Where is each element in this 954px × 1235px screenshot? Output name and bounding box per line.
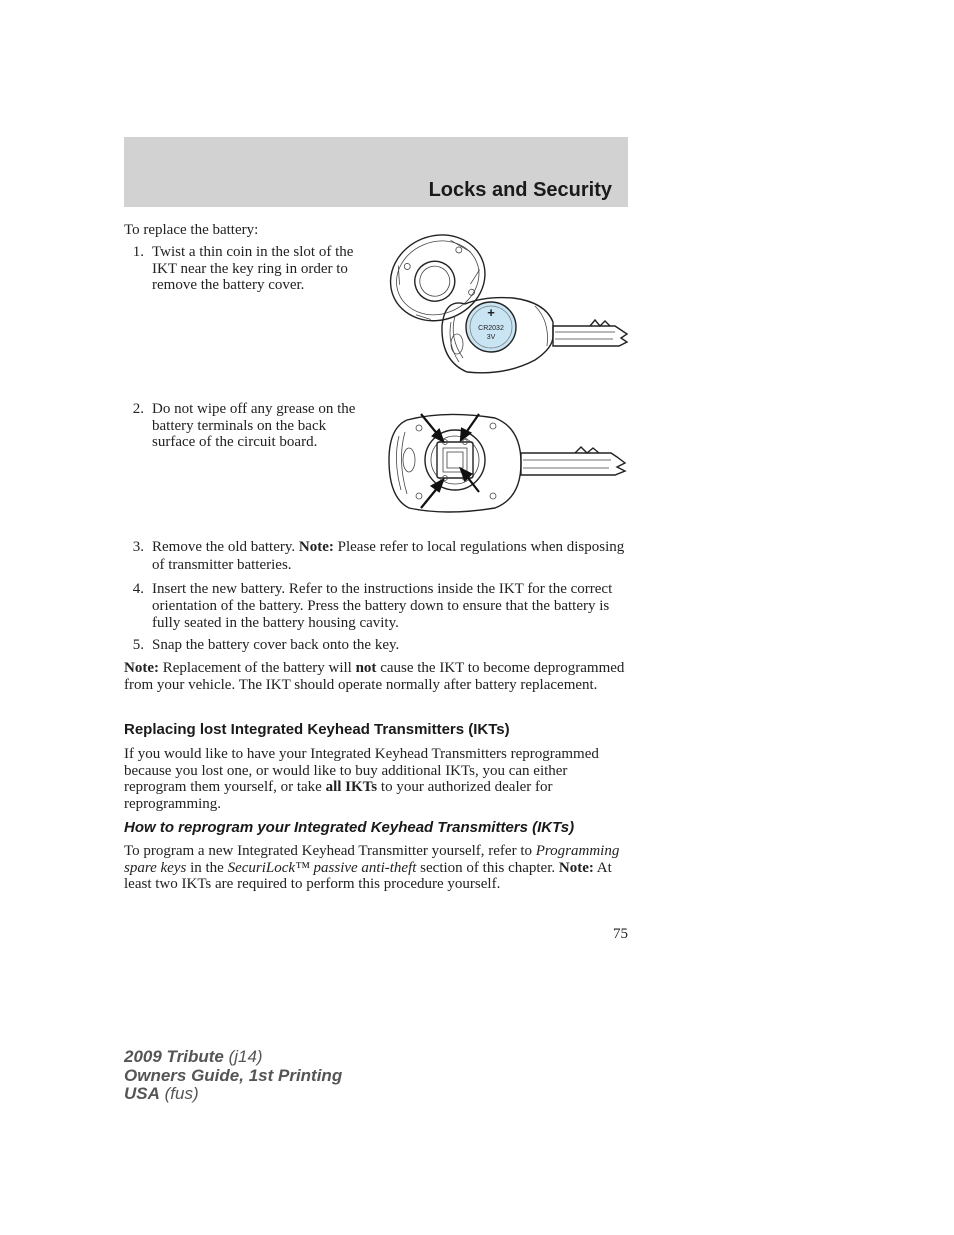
cross-reference: SecuriLock™ passive anti-theft xyxy=(227,859,417,876)
terminal-arrows xyxy=(421,414,479,508)
note-emphasis: not xyxy=(355,660,377,676)
key-head-back-drawing xyxy=(389,414,521,512)
document-footer xyxy=(124,1048,342,1104)
step-number: 5. xyxy=(132,637,144,653)
circuit-board-terminals-illustration xyxy=(385,408,630,518)
battery-plus-sign: + xyxy=(487,305,495,320)
battery-voltage-label: 3V xyxy=(486,334,496,341)
note-text-part: cause the IKT to become deprogrammed from your vehicle. The IKT should operate normally after battery replacement. xyxy=(124,660,625,693)
note-text-part: Replacement of the battery will xyxy=(158,660,356,676)
paragraph-text-part: To program a new Integrated Keyhead Transmitter yourself, refer to xyxy=(124,843,536,859)
battery-model-label: CR2032 xyxy=(478,325,504,332)
battery-coin-cell xyxy=(466,302,516,352)
page-number: 75 xyxy=(613,926,628,942)
paragraph-text-part: section of this chapter. xyxy=(416,859,559,876)
key-battery-cover-illustration xyxy=(385,226,630,381)
step-text: Snap the battery cover back onto the key. xyxy=(152,637,400,653)
replacing-lost-ikts-heading: Replacing lost Integrated Keyhead Transmitters (IKTs) xyxy=(124,721,510,738)
paragraph-text-part: At least two IKTs are required to perform this procedure yourself. xyxy=(124,859,612,892)
step-text: Do not wipe off any grease on the battery terminals on the back surface of the circuit board. xyxy=(152,401,356,450)
step-number: 4. xyxy=(132,581,144,597)
note-label: Note: xyxy=(298,539,334,555)
step-text-part: Please refer to local regulations when disposing of transmitter batteries. xyxy=(152,539,625,573)
paragraph-text-part: If you would like to have your Integrated Keyhead Transmitters reprogrammed because you lost one, or would like to buy additional IKTs, you can either reprogram them yourself, or take xyxy=(124,746,599,795)
step-text-part: Remove the old battery. xyxy=(152,539,299,555)
step-number: 3. xyxy=(132,539,144,555)
section-title: Locks and Security xyxy=(428,179,612,201)
paragraph-text-part: to your authorized dealer for reprogramming. xyxy=(124,779,553,812)
step-text: Twist a thin coin in the slot of the IKT near the key ring in order to remove the battery cover. xyxy=(152,244,354,293)
battery-note-paragraph xyxy=(124,660,628,693)
note-label: Note: xyxy=(558,859,594,876)
footer-line-2 xyxy=(124,1067,342,1086)
footer-market: USA xyxy=(124,1084,160,1103)
footer-printing: Owners Guide, 1st Printing xyxy=(124,1065,343,1085)
footer-line-1 xyxy=(124,1048,342,1067)
note-label: Note: xyxy=(124,660,159,676)
footer-market-code: (fus) xyxy=(159,1084,199,1103)
reprogram-ikts-heading: How to reprogram your Integrated Keyhead Transmitters (IKTs) xyxy=(124,819,575,836)
intro-text: To replace the battery: xyxy=(124,222,259,238)
section-header-bar xyxy=(124,137,628,207)
replacing-lost-ikts-paragraph xyxy=(124,746,628,812)
step-number: 2. xyxy=(132,401,144,417)
step-number: 1. xyxy=(132,244,144,260)
cross-reference: Programming spare keys xyxy=(124,843,620,876)
footer-model: 2009 Tribute xyxy=(124,1047,224,1066)
footer-line-3 xyxy=(124,1085,342,1104)
footer-model-code: (j14) xyxy=(223,1047,263,1066)
step-text xyxy=(152,539,628,574)
circuit-board-drawing xyxy=(425,430,485,490)
reprogram-ikts-paragraph xyxy=(124,843,628,893)
key-blade-drawing xyxy=(521,447,625,475)
key-blade-drawing xyxy=(553,320,627,346)
step-text: Insert the new battery. Refer to the instructions inside the IKT for the correct orientation of the battery. Press the battery down to ensure that the battery is fully seated in the battery housing cavity. xyxy=(152,581,613,631)
paragraph-text-part: in the xyxy=(186,859,228,876)
paragraph-emphasis: all IKTs xyxy=(325,779,378,795)
